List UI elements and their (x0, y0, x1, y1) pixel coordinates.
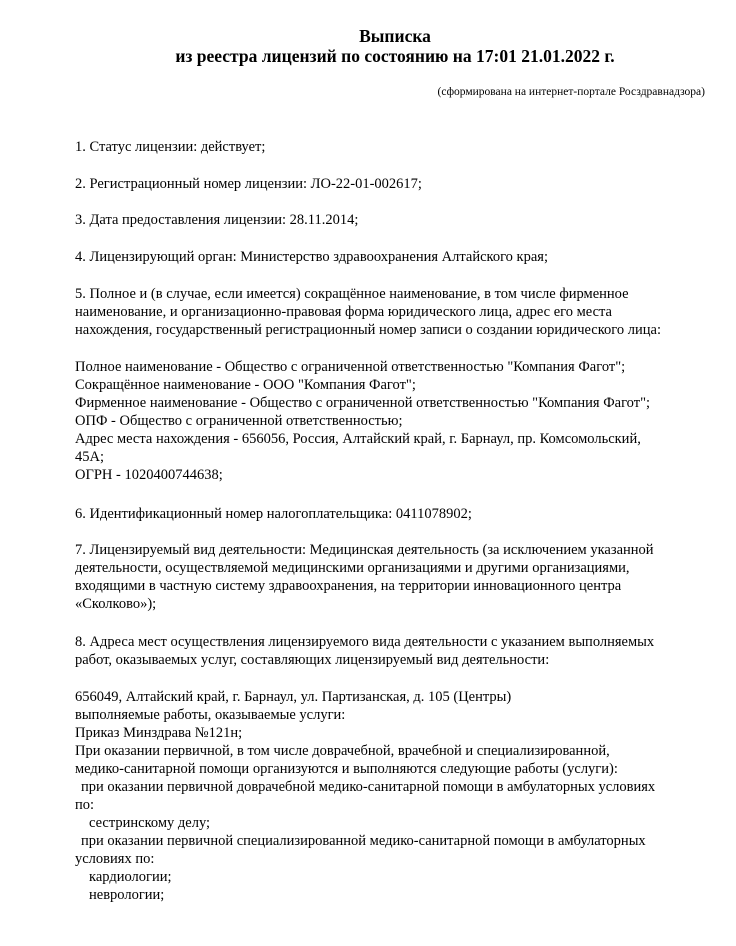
text-line: 7. Лицензируемый вид деятельности: Медицинская деятельность (за исключением указанной (75, 542, 654, 558)
text-line: работ, оказываемых услуг, составляющих лицензируемый вид деятельности: (75, 652, 550, 668)
text-line: медико-санитарной помощи организуются и выполняются следующие работы (услуги): (75, 761, 618, 777)
text-line: Приказ Минздрава №121н; (75, 725, 243, 741)
addresses-heading (75, 633, 695, 669)
organization-details (75, 358, 695, 484)
ogrn-line: ОГРН - 1020400744638; (75, 467, 223, 483)
registration-number: 2. Регистрационный номер лицензии: ЛО-22-01-002617; (75, 176, 422, 192)
activity-address: 656049, Алтайский край, г. Барнаул, ул. Партизанская, д. 105 (Центры) (75, 689, 512, 705)
service-item: кардиологии; (89, 869, 172, 885)
document-title: Выписка (359, 26, 431, 46)
address-line-cont: 45А; (75, 449, 104, 465)
licensed-activity (75, 541, 695, 613)
short-name-line: Сокращённое наименование - ООО "Компания Фагот"; (75, 377, 416, 393)
organization-name-heading (75, 285, 695, 339)
text-line: выполняемые работы, оказываемые услуги: (75, 707, 346, 723)
licensing-authority: 4. Лицензирующий орган: Министерство здравоохранения Алтайского края; (75, 249, 548, 265)
service-item: при оказании первичной специализированной медико-санитарной помощи в амбулаторных (81, 833, 646, 849)
text-line: входящими в частную систему здравоохранения, на территории инновационного центра (75, 578, 622, 594)
text-line: При оказании первичной, в том числе доврачебной, врачебной и специализированной, (75, 743, 610, 759)
full-name-line: Полное наименование - Общество с ограниченной ответственностью "Компания Фагот"; (75, 359, 626, 375)
legal-form-line: ОПФ - Общество с ограниченной ответственностью; (75, 413, 403, 429)
text-line: наименование, и организационно-правовая форма юридического лица, адрес его места (75, 304, 612, 320)
document-subtitle: из реестра лицензий по состоянию на 17:01 21.01.2022 г. (175, 46, 615, 66)
service-item-cont: по: (75, 797, 95, 813)
brand-name-line: Фирменное наименование - Общество с ограниченной ответственностью "Компания Фагот"; (75, 395, 651, 411)
service-item: неврологии; (89, 887, 165, 903)
license-status: 1. Статус лицензии: действует; (75, 139, 266, 155)
issue-date: 3. Дата предоставления лицензии: 28.11.2014; (75, 212, 359, 228)
text-line: нахождения, государственный регистрационный номер записи о создании юридического лица: (75, 322, 661, 338)
service-item: сестринскому делу; (89, 815, 211, 831)
service-item: при оказании первичной доврачебной медико-санитарной помощи в амбулаторных условиях (81, 779, 656, 795)
text-line: «Сколково»); (75, 596, 157, 612)
taxpayer-id: 6. Идентификационный номер налогоплательщика: 0411078902; (75, 506, 472, 522)
address-line: Адрес места нахождения - 656056, Россия, Алтайский край, г. Барнаул, пр. Комсомольский, (75, 431, 641, 447)
address-block (75, 688, 695, 904)
source-note: (сформирована на интернет-портале Росздравнадзора) (437, 86, 705, 98)
text-line: 5. Полное и (в случае, если имеется) сокращённое наименование, в том числе фирменное (75, 286, 629, 302)
service-item-cont: условиях по: (75, 851, 155, 867)
text-line: 8. Адреса мест осуществления лицензируемого вида деятельности с указанием выполняемых (75, 634, 655, 650)
text-line: деятельности, осуществляемой медицинскими организациями и другими организациями, (75, 560, 630, 576)
